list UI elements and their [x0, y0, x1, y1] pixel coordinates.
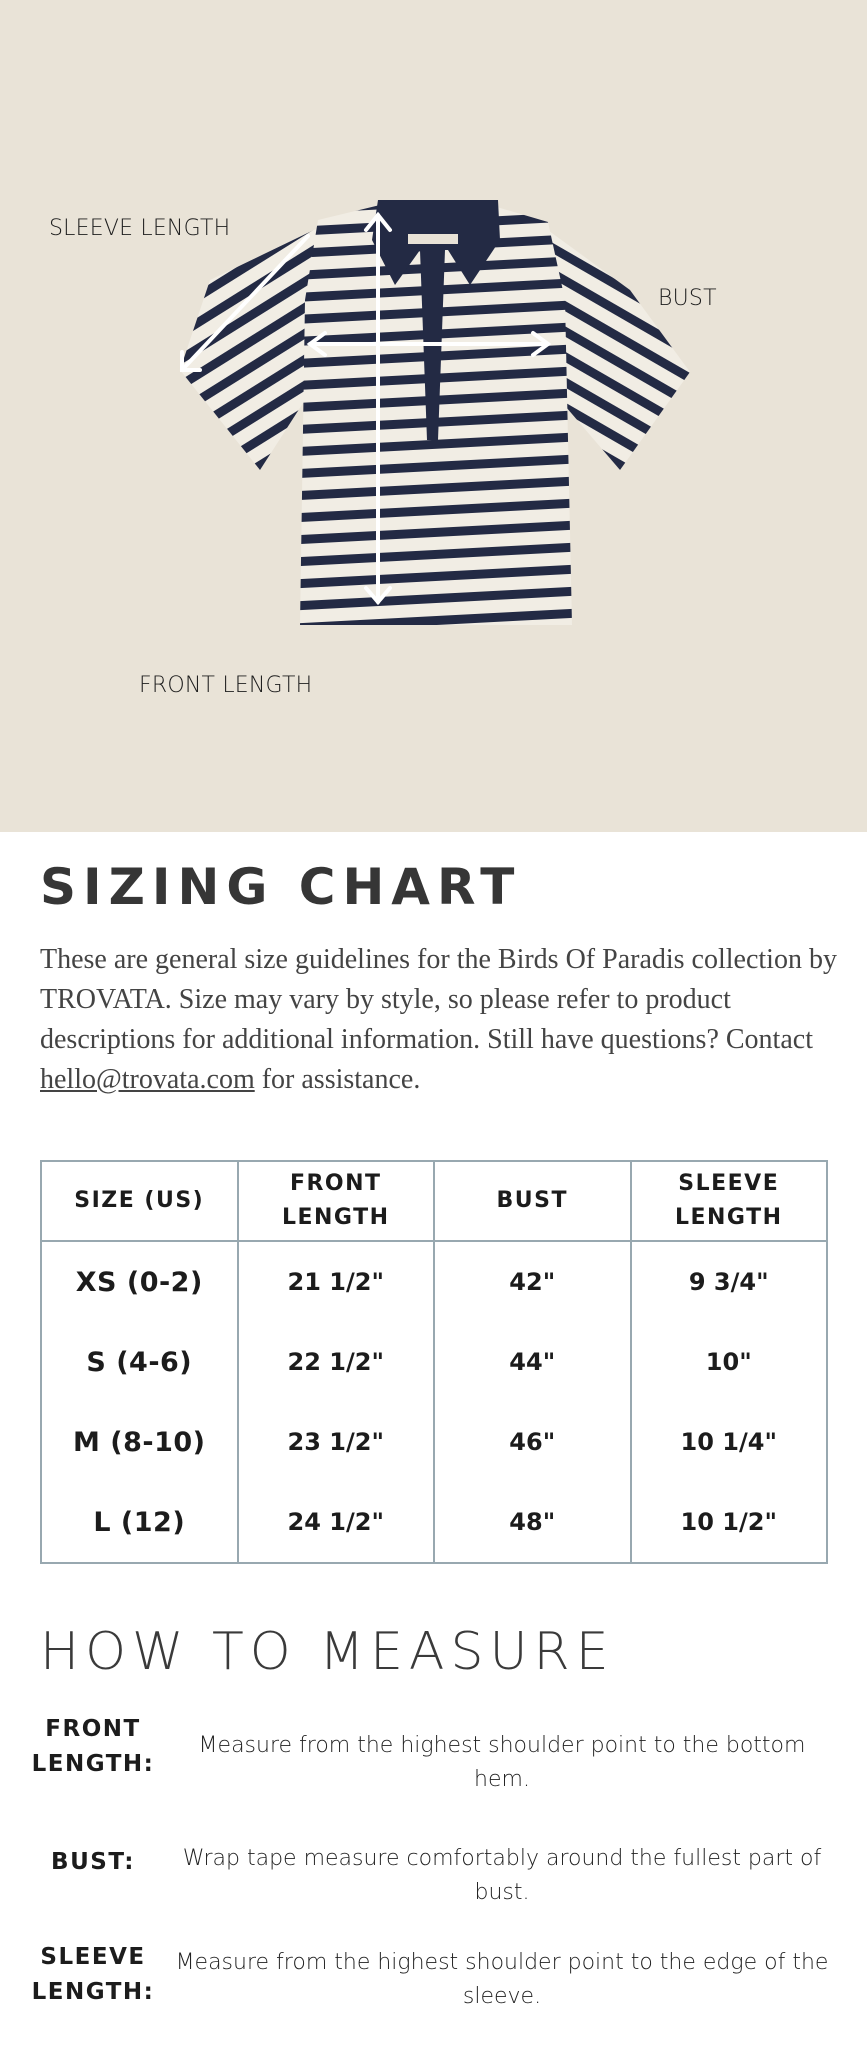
sizing-chart-title: SIZING CHART — [40, 858, 522, 916]
cell-front-length: 21 1/2" — [238, 1241, 435, 1322]
table-row — [41, 1482, 827, 1563]
header-front-length: FRONT LENGTH — [238, 1161, 435, 1241]
cell-size: S (4-6) — [41, 1322, 238, 1402]
cell-size: M (8-10) — [41, 1402, 238, 1482]
intro-text-end: for assistance. — [254, 1064, 421, 1095]
cell-bust: 48" — [434, 1482, 631, 1563]
table-row — [41, 1402, 827, 1482]
intro-text: These are general size guidelines for the Birds Of Paradis collection by TROVATA. Size may vary by style, so please refer to product descriptions for additional information. Still have questions? Contact — [40, 944, 837, 1055]
cell-sleeve-length: 10 1/2" — [631, 1482, 828, 1563]
cell-bust: 42" — [434, 1241, 631, 1322]
sleeve-length-label: SLEEVE LENGTH — [49, 216, 231, 241]
polo-shirt-illustration — [0, 0, 867, 832]
cell-bust: 44" — [434, 1322, 631, 1402]
cell-front-length: 24 1/2" — [238, 1482, 435, 1563]
contact-email-link[interactable]: hello@trovata.com — [40, 1064, 255, 1095]
measure-description: Measure from the highest shoulder point to the bottom hem. — [198, 1733, 806, 1792]
measure-description: Wrap tape measure comfortably around the fullest part of bust. — [182, 1846, 822, 1905]
sizing-intro — [40, 940, 840, 1100]
cell-bust: 46" — [434, 1402, 631, 1482]
front-length-label: FRONT LENGTH — [139, 673, 313, 698]
cell-front-length: 22 1/2" — [238, 1322, 435, 1402]
cell-size: XS (0-2) — [41, 1241, 238, 1322]
cell-front-length: 23 1/2" — [238, 1402, 435, 1482]
how-to-measure-title: HOW TO MEASURE — [40, 1622, 615, 1682]
measure-label: FRONT LENGTH: — [31, 1716, 155, 1777]
table-header-row — [41, 1161, 827, 1241]
cell-size: L (12) — [41, 1482, 238, 1563]
cell-sleeve-length: 9 3/4" — [631, 1241, 828, 1322]
measure-description: Measure from the highest shoulder point to the edge of the sleeve. — [175, 1950, 829, 2009]
product-diagram — [0, 0, 867, 832]
header-size: SIZE (US) — [41, 1161, 238, 1241]
bust-label: BUST — [658, 286, 717, 311]
cell-sleeve-length: 10 1/4" — [631, 1402, 828, 1482]
cell-sleeve-length: 10" — [631, 1322, 828, 1402]
table-row — [41, 1241, 827, 1322]
table-row — [41, 1322, 827, 1402]
measure-label: SLEEVE LENGTH: — [31, 1944, 155, 2005]
header-bust: BUST — [434, 1161, 631, 1241]
size-table — [40, 1160, 828, 1564]
header-sleeve-length: SLEEVE LENGTH — [631, 1161, 828, 1241]
measure-label: BUST: — [51, 1849, 135, 1875]
